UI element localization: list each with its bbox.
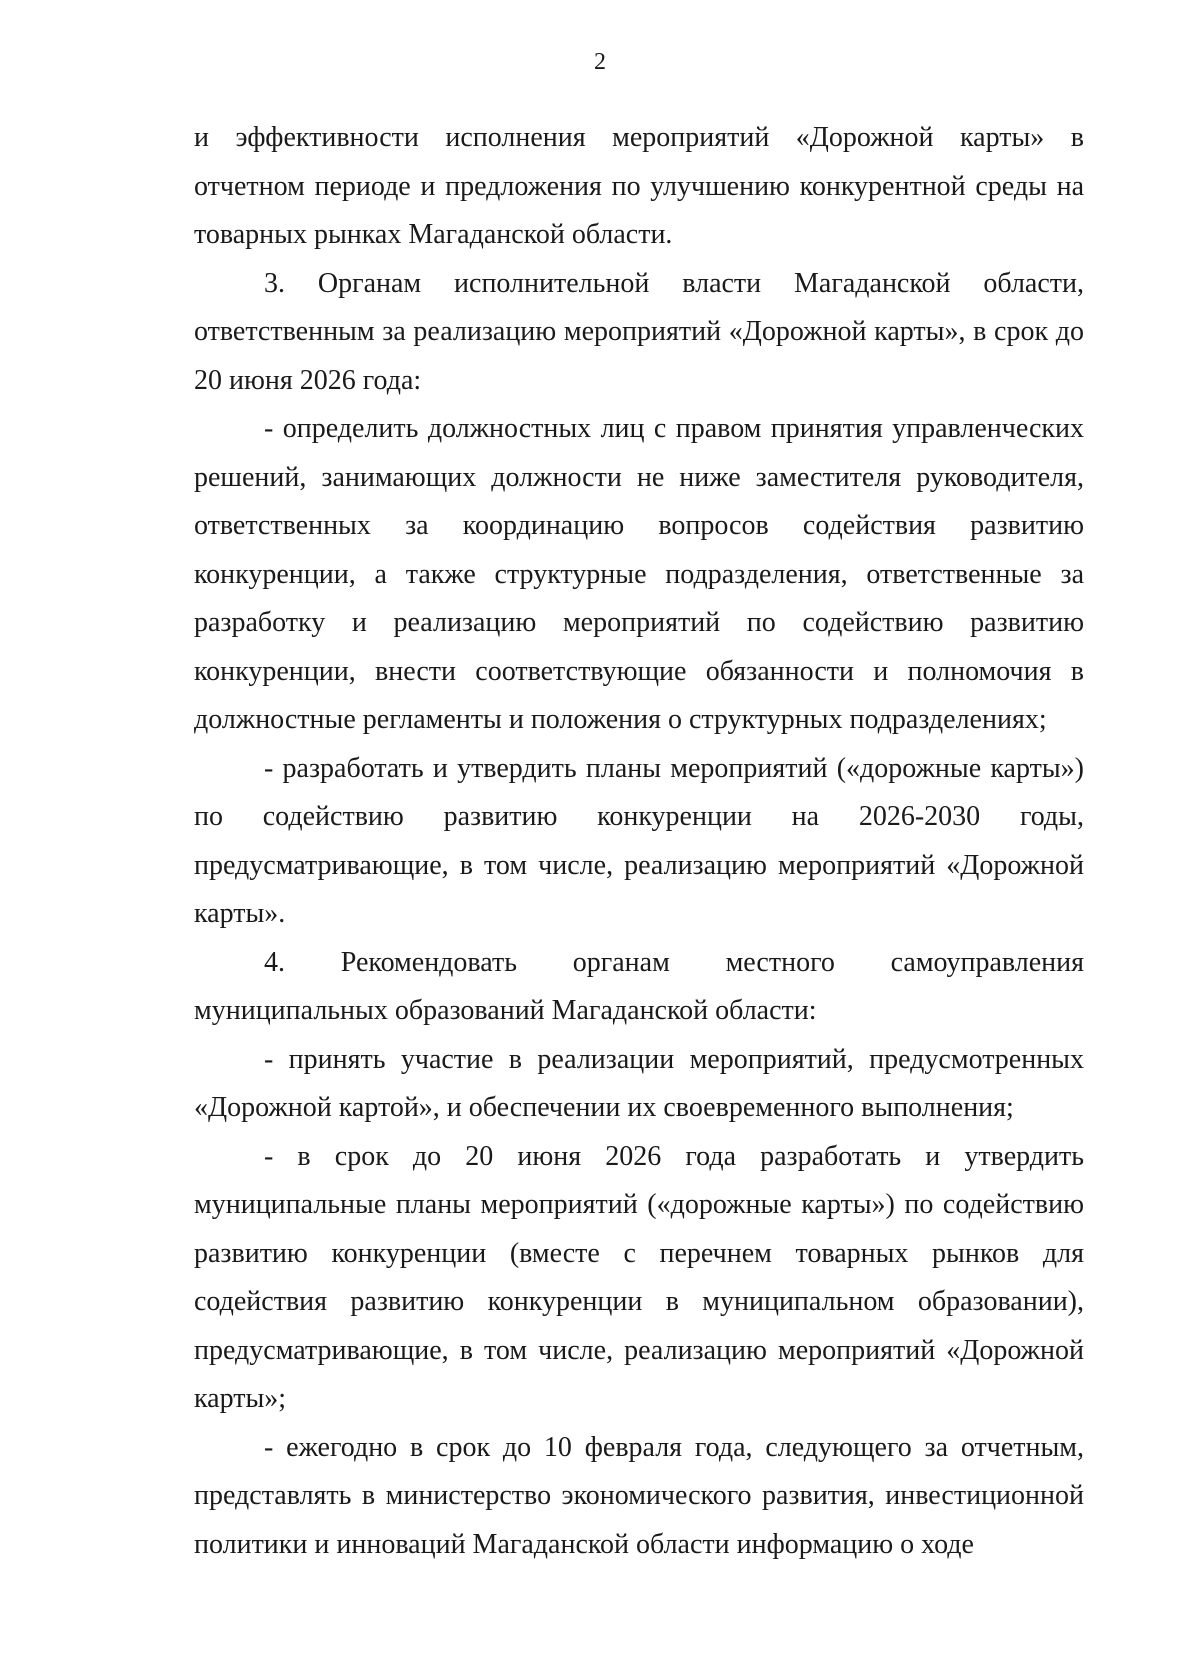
- paragraph-item-4: 4. Рекомендовать органам местного самоуправления муниципальных образований Магаданской области:: [194, 946, 1084, 1026]
- document-body: [194, 114, 1084, 1569]
- paragraph-bullet-participate: - принять участие в реализации мероприятий, предусмотренных «Дорожной картой», и обеспечении их своевременного выполнения;: [194, 1043, 1084, 1123]
- paragraph-bullet-annual-report: - ежегодно в срок до 10 февраля года, следующего за отчетным, представлять в министерство экономического развития, инвестиционной политики и инноваций Магаданской области информацию о ходе: [194, 1431, 1084, 1560]
- paragraph-bullet-municipal-plans: - в срок до 20 июня 2026 года разработать и утвердить муниципальные планы мероприятий («дорожные карты») по содействию развитию конкуренции (вместе с перечнем товарных рынков для содействия развитию конкуренции в муниципальном образовании), предусматривающие, в том числе, реализацию мероприятий «Дорожной карты»;: [194, 1140, 1084, 1414]
- paragraph-bullet-define-officials: - определить должностных лиц с правом принятия управленческих решений, занимающих должности не ниже заместителя руководителя, ответственных за координацию вопросов содействия развитию конкуренции, а также структурные подразделения, ответственные за разработку и реализацию мероприятий по содействию развитию конкуренции, внести соответствующие обязанности и полномочия в должностные регламенты и положения о структурных подразделениях;: [194, 413, 1084, 735]
- page-number: 2: [594, 49, 606, 75]
- paragraph-bullet-develop-plans: - разработать и утвердить планы мероприятий («дорожные карты») по содействию развитию конкуренции на 2026-2030 годы, предусматривающие, в том числе, реализацию мероприятий «Дорожной карты».: [194, 752, 1084, 929]
- paragraph-item-3: 3. Органам исполнительной власти Магаданской области, ответственным за реализацию мероприятий «Дорожной карты», в срок до 20 июня 2026 года:: [194, 267, 1084, 396]
- paragraph-continuation: и эффективности исполнения мероприятий «Дорожной карты» в отчетном периоде и предложения по улучшению конкурентной среды на товарных рынках Магаданской области.: [194, 122, 1084, 250]
